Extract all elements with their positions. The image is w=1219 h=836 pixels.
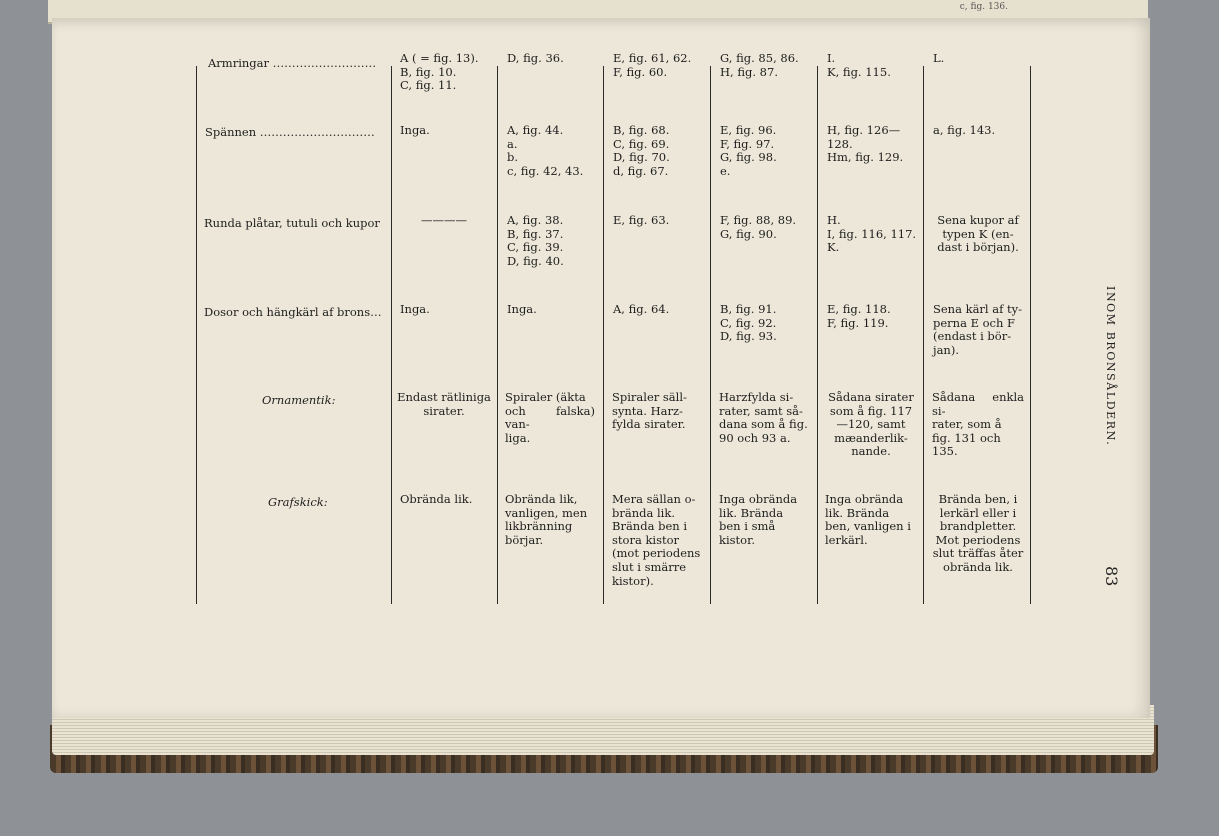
table-cell: Inga. <box>507 302 537 316</box>
table-cell: A, fig. 44. a. b. c, fig. 42, 43. <box>507 123 584 178</box>
table-cell: H. I, fig. 116, 117. K. <box>827 213 917 255</box>
row-label-grafskick: Grafskick: <box>268 495 328 509</box>
table-rule <box>817 66 818 604</box>
table-rule <box>497 66 498 604</box>
table-rule <box>923 66 924 604</box>
table-rule <box>196 66 197 604</box>
table-cell: E, fig. 118. F, fig. 119. <box>827 302 891 330</box>
row-label-runda-platar: Runda plåtar, tutuli och kupor <box>204 216 380 230</box>
table-cell: A, fig. 64. <box>613 302 670 316</box>
table-cell: E, fig. 61, 62. F, fig. 60. <box>613 51 692 79</box>
table-cell: Spiraler (äkta och falska) van- liga. <box>505 390 595 445</box>
table-cell: Sådana enkla si- rater, som å fig. 131 och 135. <box>932 390 1024 459</box>
table-cell: A, fig. 38. B, fig. 37. C, fig. 39. D, fig. 40. <box>507 213 564 268</box>
table-cell: a, fig. 143. <box>933 123 996 137</box>
table-cell: B, fig. 91. C, fig. 92. D, fig. 93. <box>720 302 777 344</box>
table-cell: G, fig. 85, 86. H, fig. 87. <box>720 51 799 79</box>
table-cell: Endast rätliniga sirater. <box>397 390 491 418</box>
row-label-armringar: Armringar ……………………… <box>208 56 377 70</box>
table-cell: E, fig. 63. <box>613 213 670 227</box>
table-rule <box>603 66 604 604</box>
table-cell: Sena kupor af typen K (en- dast i början). <box>937 213 1019 255</box>
table-cell: Inga. <box>400 302 430 316</box>
table-cell: A ( = fig. 13). B, fig. 10. C, fig. 11. <box>400 51 479 93</box>
table-rule <box>1030 66 1031 604</box>
row-label-ornamentik: Ornamentik: <box>262 393 336 407</box>
table-cell: E, fig. 96. F, fig. 97. G, fig. 98. e. <box>720 123 777 178</box>
table-cell: ———— <box>421 213 467 227</box>
book-page <box>52 18 1150 718</box>
table-cell: H, fig. 126— 128. Hm, fig. 129. <box>827 123 904 165</box>
table-rule <box>710 66 711 604</box>
table-cell: I. K, fig. 115. <box>827 51 891 79</box>
table-rule <box>391 66 392 604</box>
table-cell: F, fig. 88, 89. G, fig. 90. <box>720 213 797 241</box>
table-cell: Inga obrända lik. Brända ben i små kistor. <box>719 492 798 547</box>
table-cell: Obrända lik, vanligen, men likbränning börjar. <box>505 492 588 547</box>
table-cell: D, fig. 36. <box>507 51 564 65</box>
previous-page-snippet: c, fig. 136. <box>959 2 1008 12</box>
row-label-dosor: Dosor och hängkärl af brons… <box>204 305 382 319</box>
table-cell: Sådana sirater som å fig. 117 —120, samt mæanderlik- nande. <box>828 390 914 459</box>
row-label-spannen: Spännen ………………………… <box>205 125 375 139</box>
table-cell: Brända ben, i lerkärl eller i brandpletter. Mot periodens slut träffas åter obrända lik. <box>932 492 1024 574</box>
table-cell: B, fig. 68. C, fig. 69. D, fig. 70. d, fig. 67. <box>613 123 670 178</box>
table-cell: Mera sällan o- brända lik. Brända ben i stora kistor (mot periodens slut i smärre kistor). <box>612 492 701 588</box>
table-cell: Obrända lik. <box>400 492 473 506</box>
table-cell: Spiraler säll- synta. Harz- fylda sirater. <box>612 390 687 432</box>
table-cell: Sena kärl af ty- perna E och F (endast i bör- jan). <box>933 302 1023 357</box>
page-number: 83 <box>1102 566 1121 587</box>
table-cell: Inga obrända lik. Brända ben, vanligen i lerkärl. <box>825 492 911 547</box>
running-head: INOM BRONSÅLDERN. <box>1104 286 1117 447</box>
table-cell: L. <box>933 51 945 65</box>
table-cell: Inga. <box>400 123 430 137</box>
table-cell: Harzfylda si- rater, samt så- dana som å fig. 90 och 93 a. <box>719 390 808 445</box>
